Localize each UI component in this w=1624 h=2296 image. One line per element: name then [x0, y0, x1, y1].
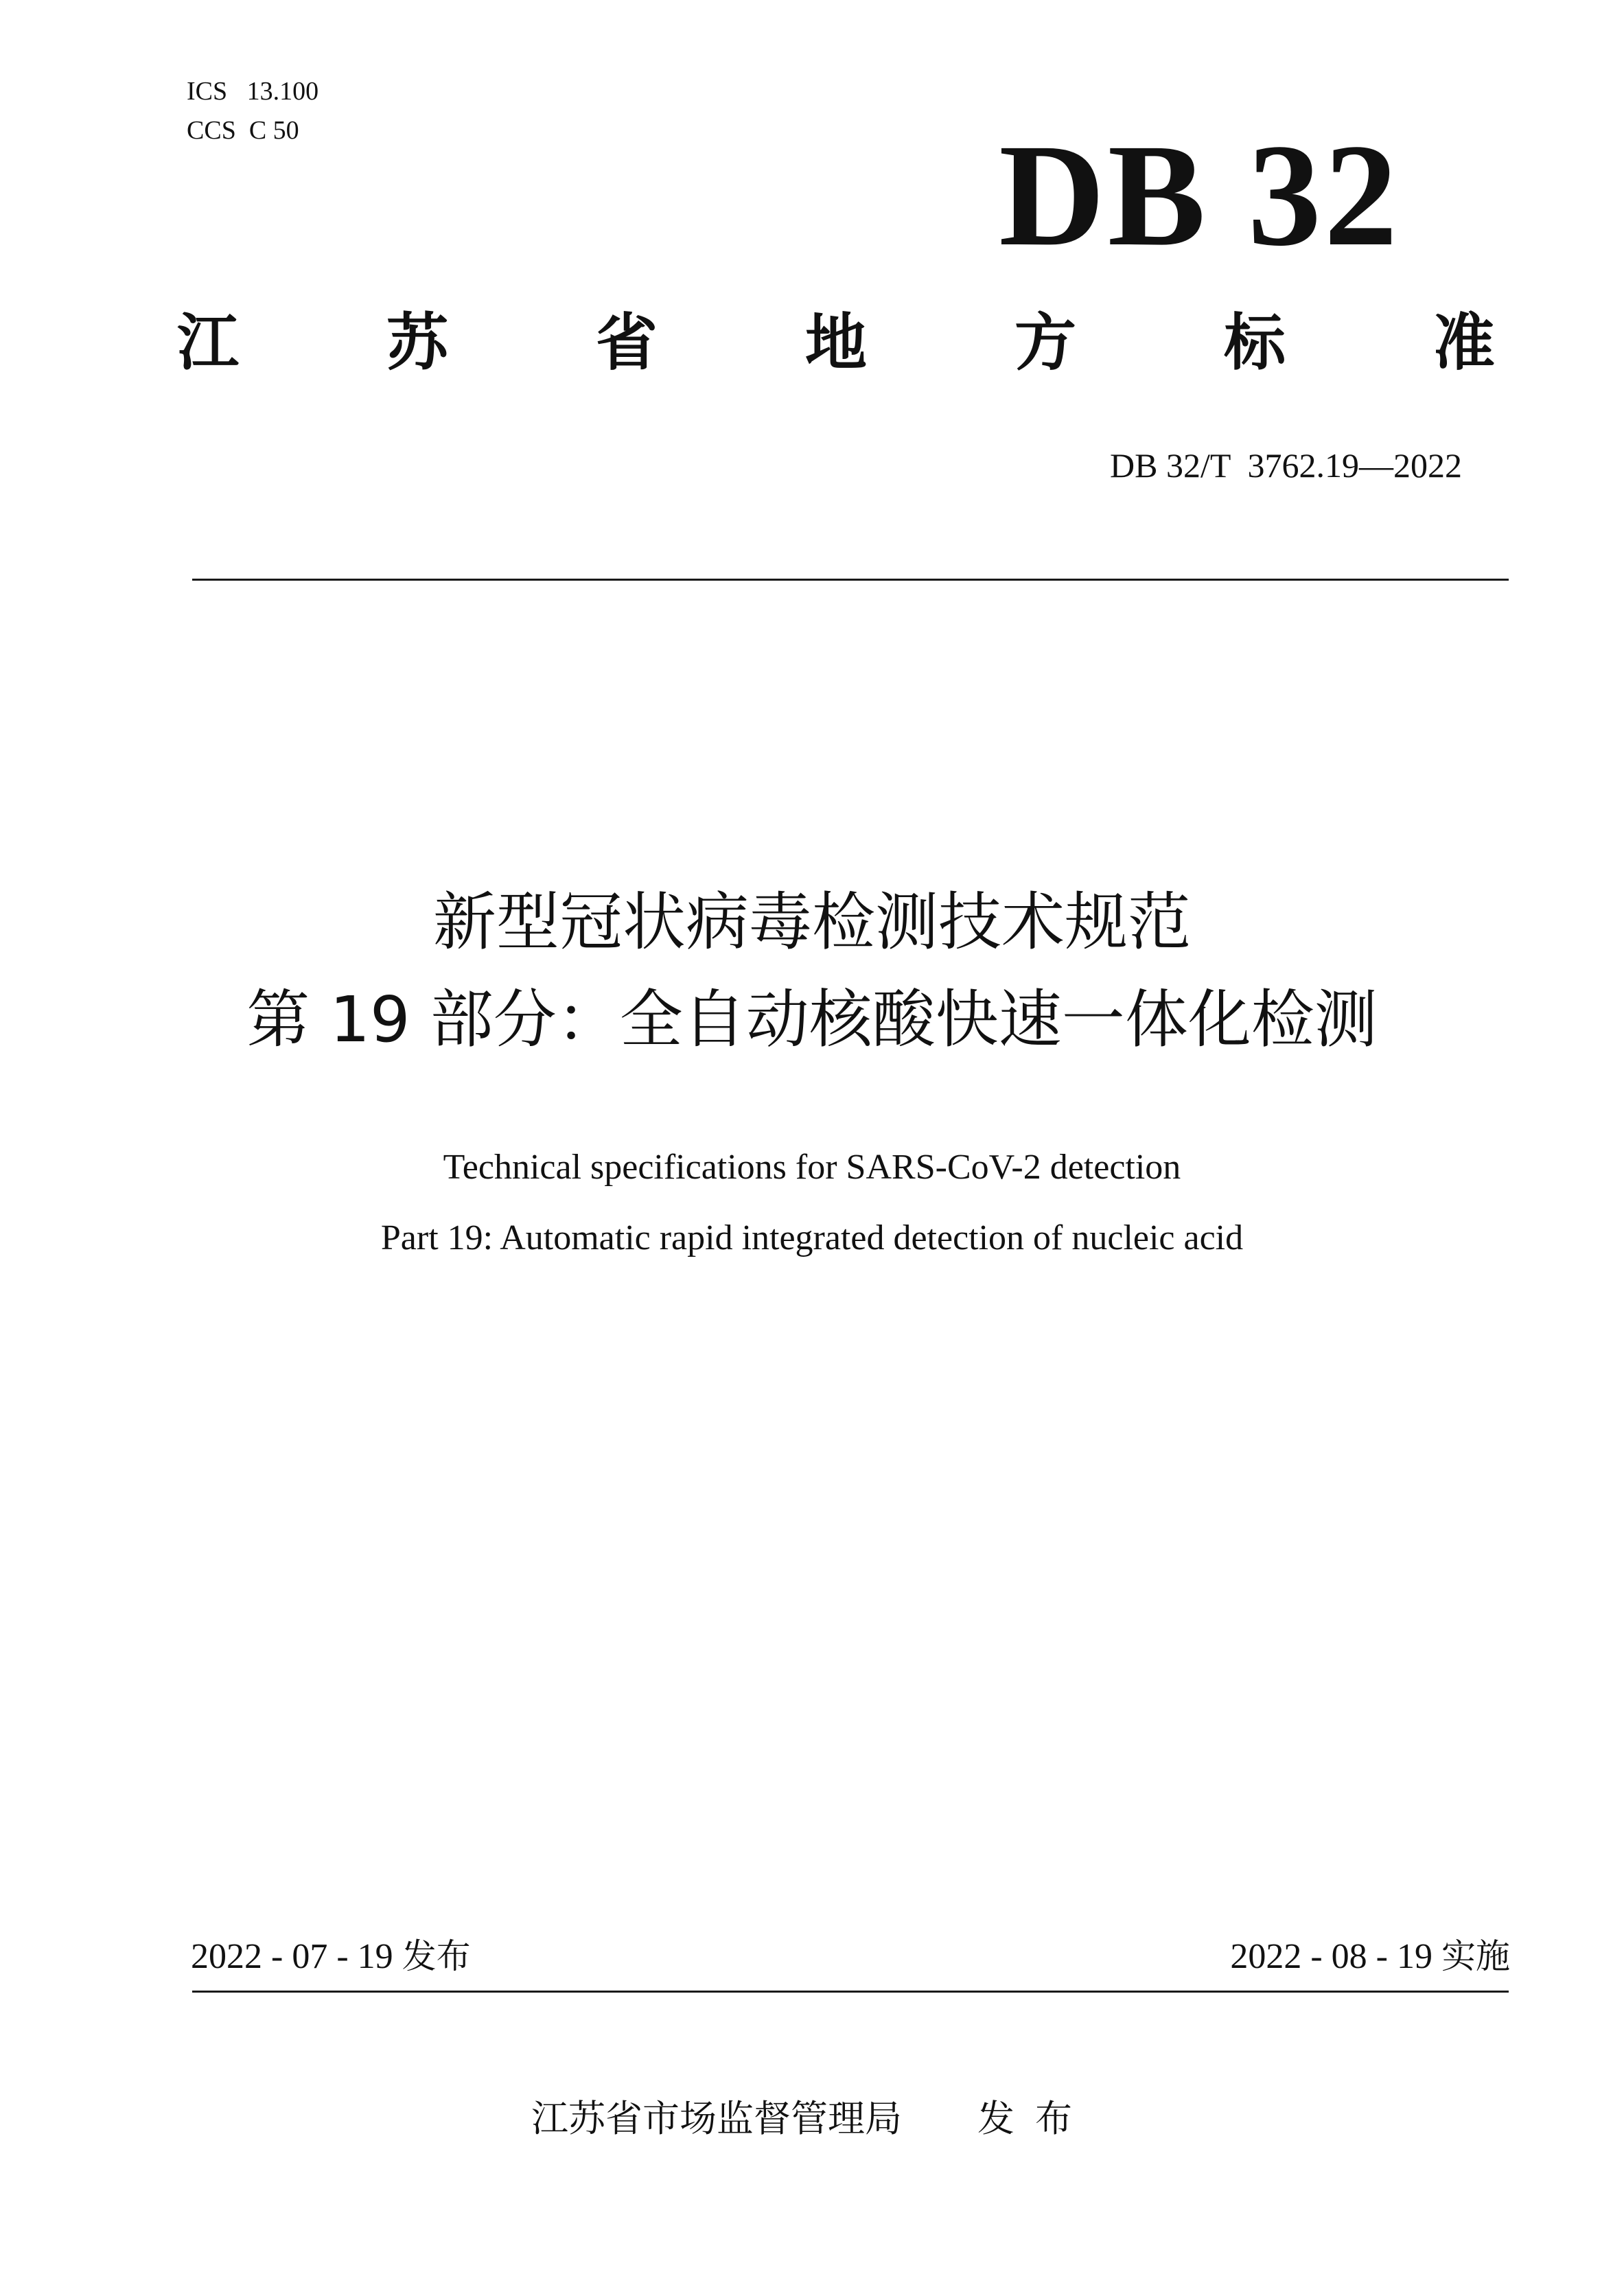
standard-type-heading — [177, 307, 1495, 379]
standard-type-char: 省 — [596, 307, 658, 379]
implement-date: 2022 - 08 - 19 — [1230, 1937, 1441, 1976]
cn-title-line-2: 第 19 部分：全自动核酸快速一体化检测 — [246, 983, 1378, 1056]
standard-type-char: 苏 — [386, 307, 448, 379]
standard-type-char: 方 — [1014, 307, 1076, 379]
standard-type-char: 标 — [1224, 307, 1286, 379]
standard-type-char: 准 — [1433, 307, 1495, 379]
db-mark: DB 32 — [999, 114, 1400, 277]
issue-date: 2022 - 07 - 19 — [191, 1937, 402, 1976]
standard-type-char: 地 — [805, 307, 867, 379]
implement-date-block — [1030, 1936, 1510, 1976]
cn-title-line-1: 新型冠状病毒检测技术规范 — [432, 885, 1191, 959]
bottom-divider — [192, 1991, 1509, 1993]
issue-date-block — [191, 1936, 471, 1976]
standard-type-char: 江 — [177, 307, 239, 379]
en-title-line-1: Technical specifications for SARS-CoV-2 detection — [443, 1148, 1181, 1187]
top-divider — [192, 579, 1509, 581]
ics-code: ICS 13.100 — [187, 77, 319, 106]
ccs-code: CCS C 50 — [187, 116, 299, 145]
publisher-line — [126, 2097, 1498, 2140]
implement-label: 实施 — [1441, 1936, 1510, 1976]
publisher-name: 江苏省市场监督管理局 — [531, 2097, 902, 2140]
publish-action: 发布 — [977, 2097, 1093, 2140]
standard-number: DB 32/T 3762.19—2022 — [1110, 446, 1462, 485]
issue-label: 发布 — [402, 1936, 471, 1976]
en-title-line-2: Part 19: Automatic rapid integrated detection of nucleic acid — [380, 1218, 1244, 1257]
